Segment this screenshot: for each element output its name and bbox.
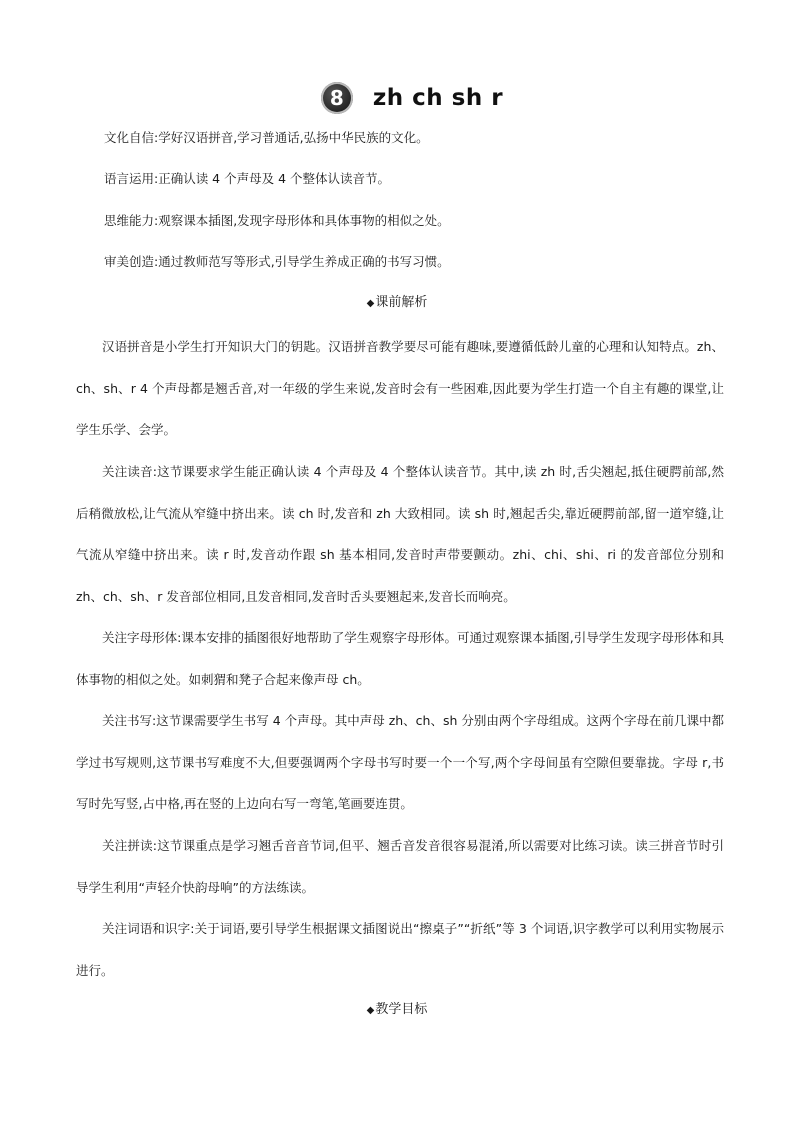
pronunciation-paragraph: 关注读音:这节课要求学生能正确认读 4 个声母及 4 个整体认读音节。其中,读 zh 时,舌尖翘起,抵住硬腭前部,然后稍微放松,让气流从窄缝中挤出来。读 ch 时,发音和 zh 大致相同。读 sh 时,翘起舌尖,靠近硬腭前部,留一道窄缝,让气流从窄缝中挤出来。读 r 时,发音动作跟 sh 基本相同,发音时声带要颤动。zhi、chi、shi、ri 的发音部位分别和 zh、ch、sh、r 发音部位相同,且发音相同,发音时舌头要翘起来,发音长而响亮。 [76, 464, 724, 604]
lesson-title-group [321, 82, 503, 114]
goals-heading [0, 1001, 794, 1020]
diamond-bullet-icon: ◆ [366, 298, 375, 309]
goals-heading-text: 教学目标 [375, 1002, 428, 1017]
lesson-header [0, 80, 794, 116]
objective-language: 语言运用:正确认读 4 个声母及 4 个整体认读音节。 [104, 171, 391, 186]
analysis-heading [0, 294, 794, 313]
analysis-heading-text: 课前解析 [375, 295, 428, 310]
spelling-paragraph: 关注拼读:这节课重点是学习翘舌音音节词,但平、翘舌音发音很容易混淆,所以需要对比练习读。读三拼音节时引导学生利用“声轻介快韵母响”的方法练读。 [76, 838, 724, 895]
intro-paragraph: 汉语拼音是小学生打开知识大门的钥匙。汉语拼音教学要尽可能有趣味,要遵循低龄儿童的心理和认知特点。zh、ch、sh、r 4 个声母都是翘舌音,对一年级的学生来说,发音时会有一些困难,因此要为学生打造一个自主有趣的课堂,让学生乐学、会学。 [76, 339, 724, 437]
diamond-bullet-icon: ◆ [366, 1005, 375, 1016]
objective-aesthetic: 审美创造:通过教师范写等形式,引导学生养成正确的书写习惯。 [104, 254, 450, 269]
letter-shape-paragraph: 关注字母形体:课本安排的插图很好地帮助了学生观察字母形体。可通过观察课本插图,引导学生发现字母形体和具体事物的相似之处。如刺猬和凳子合起来像声母 ch。 [76, 630, 724, 687]
objective-culture: 文化自信:学好汉语拼音,学习普通话,弘扬中华民族的文化。 [104, 130, 429, 145]
objective-thinking: 思维能力:观察课本插图,发现字母形体和具体事物的相似之处。 [104, 213, 450, 228]
writing-paragraph: 关注书写:这节课需要学生书写 4 个声母。其中声母 zh、ch、sh 分别由两个字母组成。这两个字母在前几课中都学过书写规则,这节课书写难度不大,但要强调两个字母书写时要一个一个写,两个字母间虽有空隙但要靠拢。字母 r,书写时先写竖,占中格,再在竖的上边向右写一弯笔,笔画要连贯。 [76, 713, 724, 811]
lesson-title: zh ch sh r [372, 85, 504, 111]
vocabulary-paragraph: 关注词语和识字:关于词语,要引导学生根据课文插图说出“擦桌子”“折纸”等 3 个词语,识字教学可以利用实物展示进行。 [76, 921, 724, 978]
lesson-number-badge: 8 [321, 82, 353, 114]
